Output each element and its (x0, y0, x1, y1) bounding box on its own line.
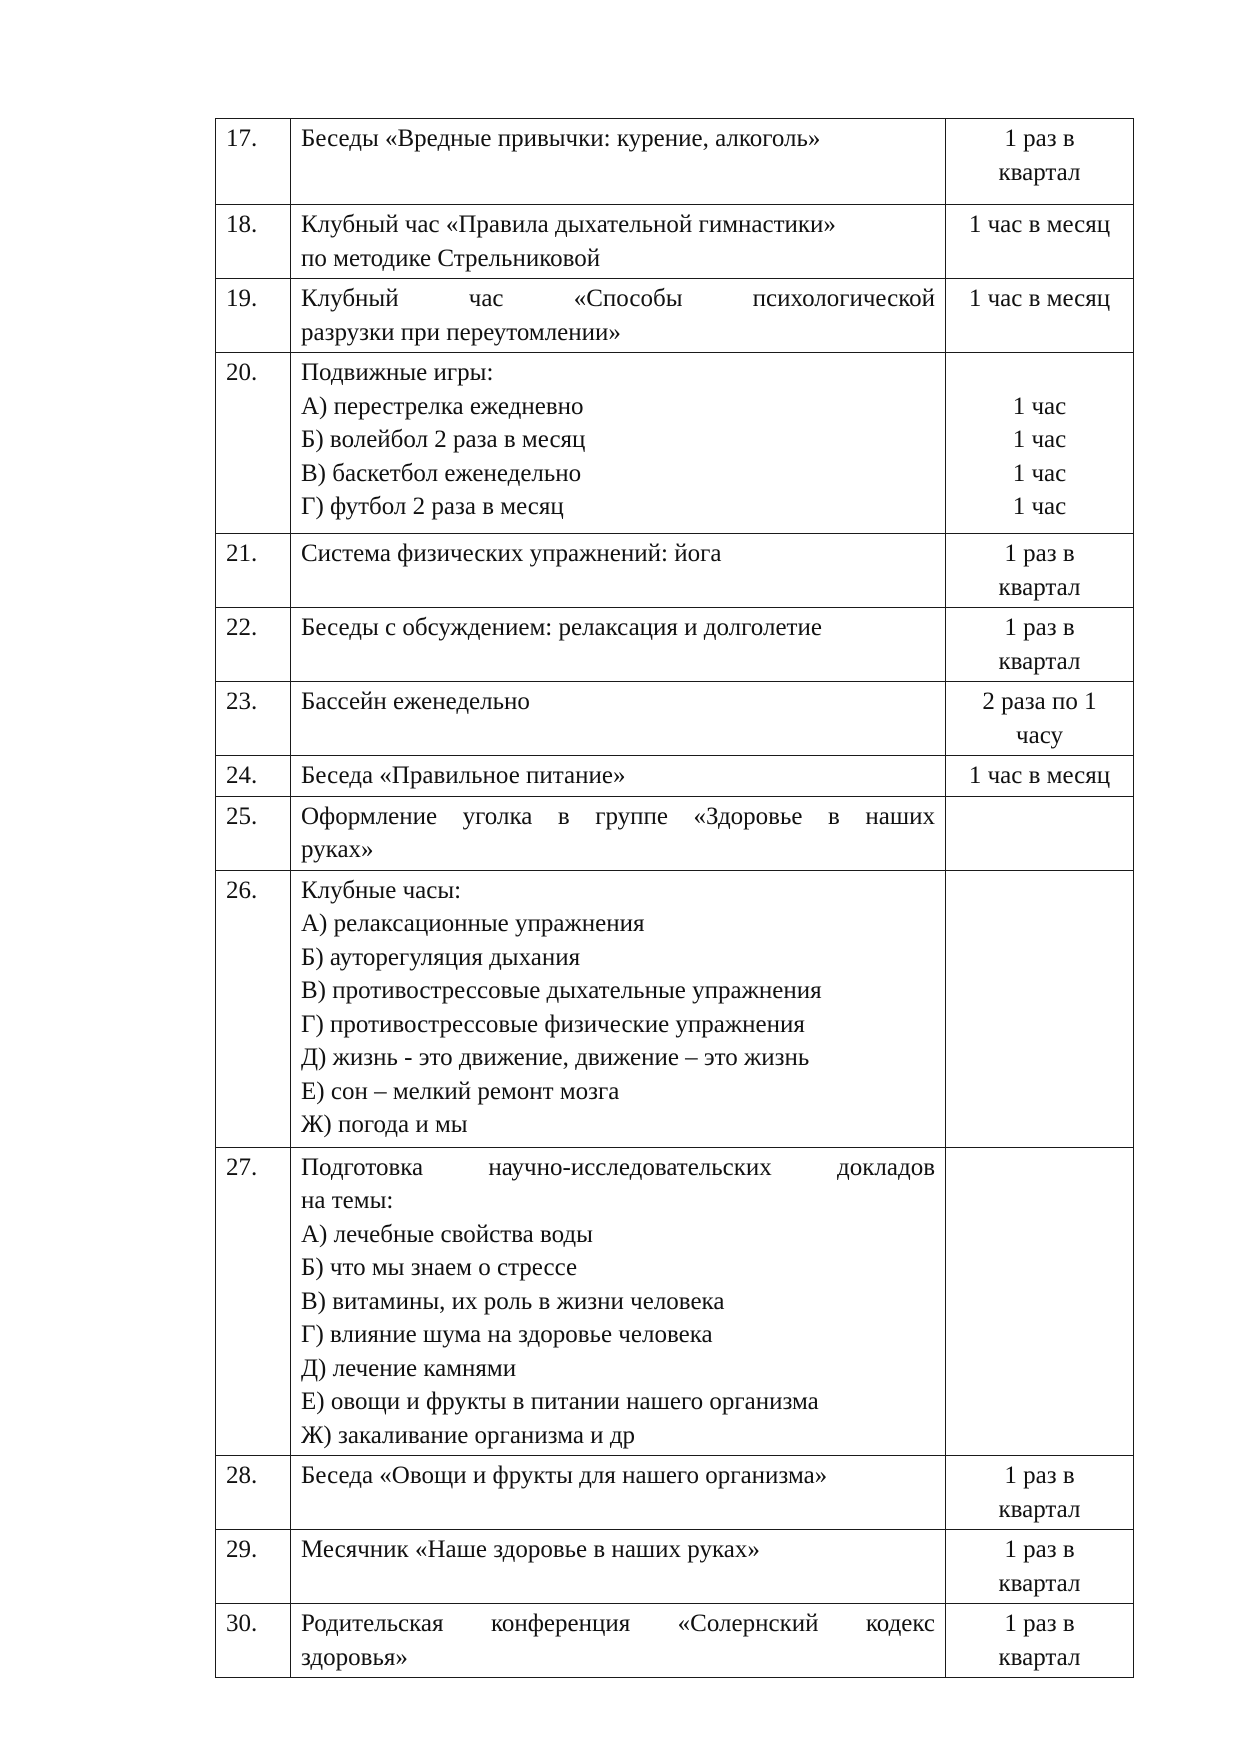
activity-plan-body (216, 119, 1134, 1678)
activity-frequency (946, 353, 1134, 534)
activity-name (291, 608, 946, 682)
activity-frequency-line: квартал (998, 1569, 1081, 1597)
activity-frequency-line: 1 раз в (1004, 614, 1075, 641)
activity-frequency-line: квартал (998, 1495, 1081, 1523)
activity-name (291, 119, 946, 205)
row-number: 30. (216, 1604, 291, 1678)
table-row (216, 870, 1134, 1147)
activity-frequency-line: 2 раза по 1 (982, 688, 1097, 715)
activity-frequency-line: 1 час (1012, 426, 1067, 453)
activity-name-line: Беседа «Овощи и фрукты для нашего организма» (301, 1462, 828, 1489)
activity-frequency-line: часу (1016, 721, 1063, 749)
activity-name (291, 1456, 946, 1530)
table-row (216, 682, 1134, 756)
activity-frequency-line: 1 час в месяц (968, 211, 1111, 238)
activity-name-line: Подготовка научно-исследовательских докладов (301, 1153, 935, 1181)
activity-frequency-line: 1 раз в (1004, 1536, 1075, 1563)
activity-name-line: на темы: (301, 1187, 394, 1214)
activity-frequency (946, 119, 1134, 205)
activity-plan-table (215, 118, 1134, 1678)
activity-frequency (946, 870, 1134, 1147)
activity-name-line: Оформление уголка в группе «Здоровье в наших (301, 802, 935, 830)
activity-name-line: Г) футбол 2 раза в месяц (301, 493, 564, 520)
activity-name-line: Е) сон – мелкий ремонт мозга (301, 1077, 620, 1105)
activity-frequency (946, 1530, 1134, 1604)
activity-frequency-line: 1 час (1012, 493, 1067, 520)
activity-frequency (946, 279, 1134, 353)
activity-name (291, 1147, 946, 1456)
activity-name (291, 534, 946, 608)
activity-name-line: В) баскетбол еженедельно (301, 459, 582, 487)
table-row (216, 796, 1134, 870)
activity-name-line: Клубные часы: (301, 876, 462, 904)
activity-name-line: Месячник «Наше здоровье в наших руках» (301, 1536, 760, 1563)
activity-frequency-line: квартал (998, 573, 1081, 601)
row-number: 27. (216, 1147, 291, 1456)
activity-name-line: Беседы «Вредные привычки: курение, алкоголь» (301, 125, 821, 152)
table-row (216, 119, 1134, 205)
activity-frequency-line: квартал (998, 1643, 1081, 1671)
row-number: 21. (216, 534, 291, 608)
activity-name (291, 870, 946, 1147)
activity-name-line: Система физических упражнений: йога (301, 540, 722, 567)
table-row (216, 1147, 1134, 1456)
table-row (216, 608, 1134, 682)
row-number: 29. (216, 1530, 291, 1604)
activity-frequency (946, 756, 1134, 797)
activity-name-line: Беседы с обсуждением: релаксация и долголетие (301, 614, 822, 641)
activity-name (291, 279, 946, 353)
table-row (216, 1456, 1134, 1530)
activity-name-line: Е) овощи и фрукты в питании нашего организма (301, 1388, 819, 1415)
activity-name-line: Подвижные игры: (301, 359, 494, 386)
table-row (216, 1604, 1134, 1678)
activity-frequency (946, 796, 1134, 870)
activity-frequency (946, 205, 1134, 279)
activity-name-line: здоровья» (301, 1643, 408, 1671)
activity-frequency (946, 1456, 1134, 1530)
activity-frequency-line: 1 час (1012, 459, 1067, 487)
activity-name-line: Клубный час «Способы психологической (301, 285, 935, 312)
activity-name-line: Г) противострессовые физические упражнения (301, 1010, 805, 1038)
activity-name (291, 353, 946, 534)
activity-frequency-line: 1 раз в (1004, 125, 1075, 152)
activity-name (291, 1530, 946, 1604)
table-row (216, 1530, 1134, 1604)
activity-name (291, 796, 946, 870)
activity-name-line: Б) что мы знаем о стрессе (301, 1254, 578, 1281)
activity-name (291, 205, 946, 279)
table-row (216, 205, 1134, 279)
activity-name-line: А) лечебные свойства воды (301, 1220, 593, 1248)
row-number: 25. (216, 796, 291, 870)
activity-name-line: руках» (301, 836, 374, 863)
activity-frequency-line: квартал (998, 647, 1081, 675)
activity-name-line: Бассейн еженедельно (301, 688, 530, 715)
activity-frequency (946, 682, 1134, 756)
activity-frequency-line: 1 час в месяц (968, 285, 1111, 312)
row-number: 24. (216, 756, 291, 797)
activity-name-line: Беседа «Правильное питание» (301, 762, 626, 789)
activity-frequency (946, 534, 1134, 608)
activity-name (291, 682, 946, 756)
row-number: 18. (216, 205, 291, 279)
activity-name-line: А) перестрелка ежедневно (301, 392, 584, 420)
row-number: 22. (216, 608, 291, 682)
activity-frequency-line: 1 час (1012, 392, 1067, 420)
activity-frequency-line: 1 раз в (1004, 1610, 1075, 1637)
activity-name-line: Г) влияние шума на здоровье человека (301, 1321, 713, 1348)
row-number: 17. (216, 119, 291, 205)
activity-frequency-line: 1 раз в (1004, 1462, 1075, 1489)
activity-frequency (946, 608, 1134, 682)
activity-name-line: Б) ауторегуляция дыхания (301, 943, 581, 971)
activity-name-line: Д) лечение камнями (301, 1354, 517, 1382)
row-number: 26. (216, 870, 291, 1147)
activity-name-line: Д) жизнь - это движение, движение – это жизнь (301, 1044, 810, 1071)
activity-frequency-line: 1 раз в (1004, 540, 1075, 567)
activity-name-line: по методике Стрельниковой (301, 244, 601, 272)
activity-name-line: Ж) закаливание организма и др (301, 1421, 636, 1449)
activity-name-line: Б) волейбол 2 раза в месяц (301, 426, 586, 453)
row-number: 28. (216, 1456, 291, 1530)
activity-name (291, 756, 946, 797)
activity-name-line: Родительская конференция «Солернский кодекс (301, 1610, 935, 1637)
activity-name (291, 1604, 946, 1678)
activity-frequency-line: 1 час в месяц (968, 762, 1111, 789)
activity-frequency (946, 1147, 1134, 1456)
activity-name-line: В) противострессовые дыхательные упражнения (301, 977, 822, 1004)
activity-name-line: Клубный час «Правила дыхательной гимнастики» (301, 211, 836, 238)
activity-name-line: А) релаксационные упражнения (301, 910, 645, 937)
table-row (216, 534, 1134, 608)
activity-name-line: Ж) погода и мы (301, 1111, 468, 1138)
table-row (216, 756, 1134, 797)
row-number: 20. (216, 353, 291, 534)
table-row (216, 279, 1134, 353)
activity-name-line: В) витамины, их роль в жизни человека (301, 1287, 725, 1315)
row-number: 19. (216, 279, 291, 353)
activity-frequency-line: квартал (998, 158, 1081, 186)
activity-name-line: разрузки при переутомлении» (301, 318, 621, 346)
activity-frequency (946, 1604, 1134, 1678)
table-row (216, 353, 1134, 534)
frequency-spacer (956, 356, 1123, 390)
row-number: 23. (216, 682, 291, 756)
